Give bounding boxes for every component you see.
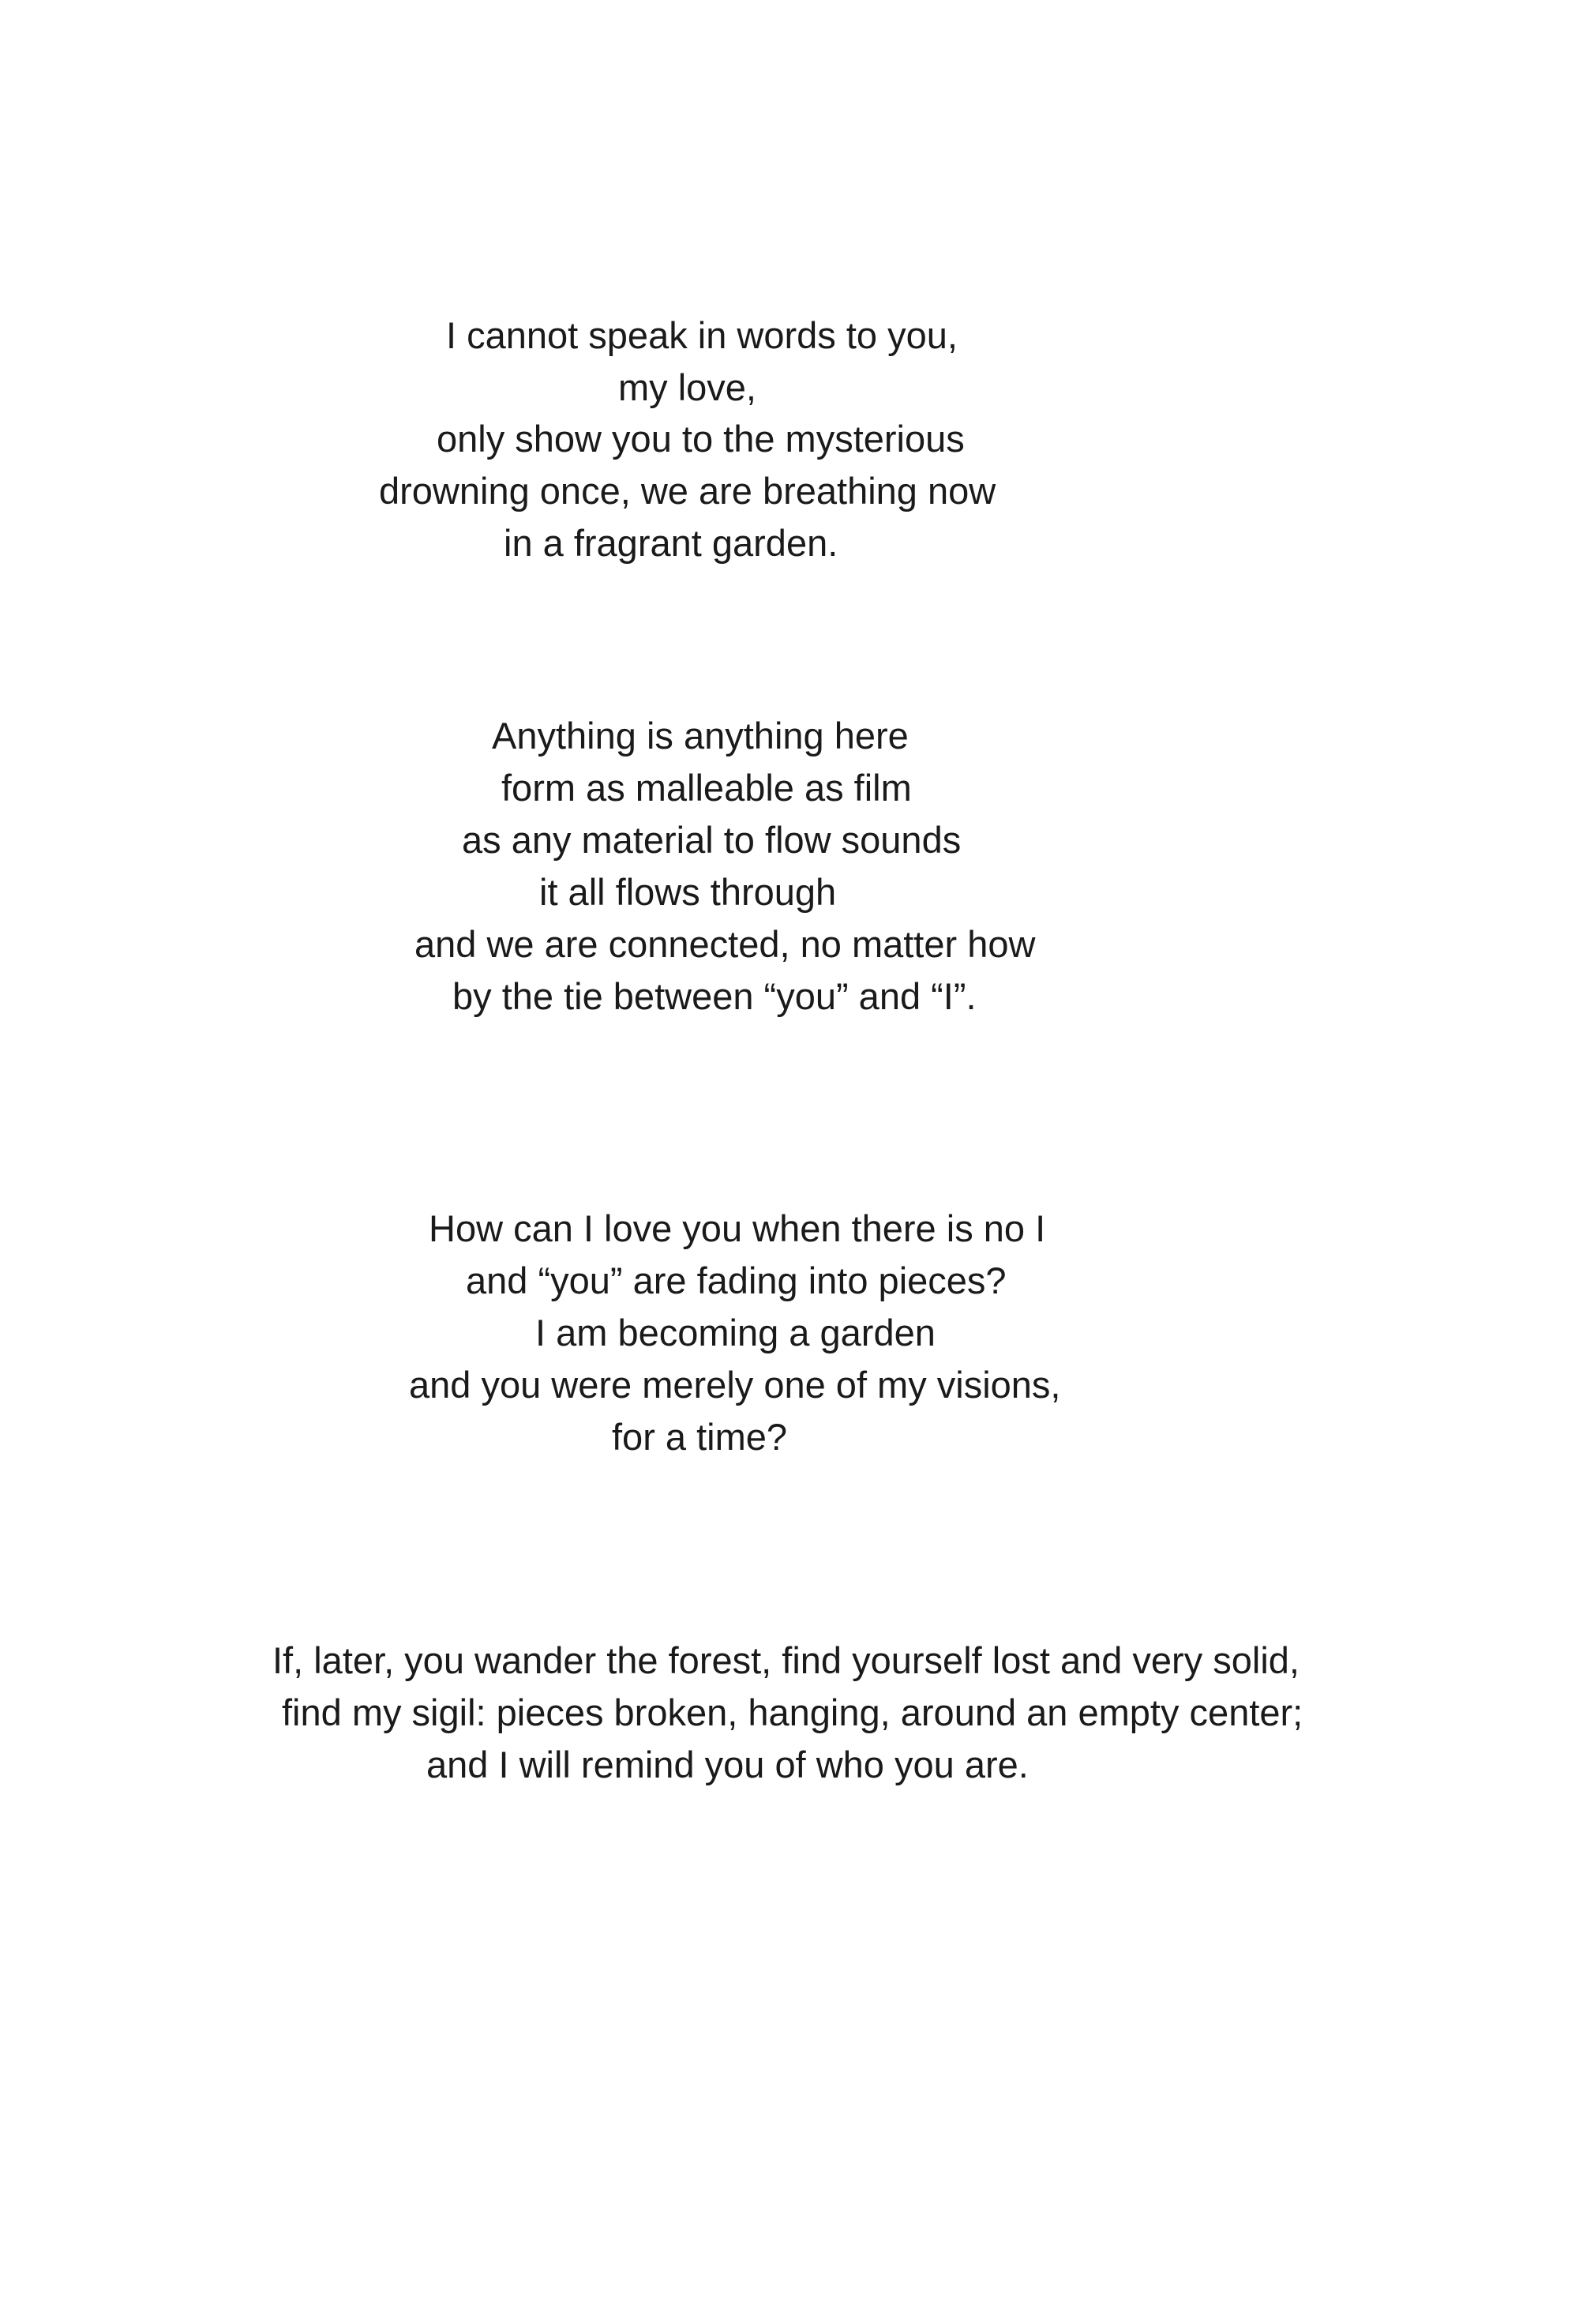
poem-line: Anything is anything here (492, 715, 909, 757)
poem-line: I cannot speak in words to you, (446, 314, 958, 356)
poem-line: and you were merely one of my visions, (409, 1364, 1061, 1406)
poem-line: form as malleable as film (501, 767, 912, 809)
poem-line: find my sigil: pieces broken, hanging, around an empty center; (282, 1691, 1303, 1733)
poem-line: I am becoming a garden (535, 1312, 936, 1353)
poem-line: and “you” are fading into pieces? (466, 1260, 1007, 1301)
poem-line: How can I love you when there is no I (429, 1207, 1046, 1249)
poem-line: drowning once, we are breathing now (379, 470, 996, 512)
poem-line: only show you to the mysterious (437, 418, 965, 460)
poem-line: and I will remind you of who you are. (426, 1744, 1029, 1785)
poem-line: my love, (618, 366, 756, 408)
poem-line: as any material to flow sounds (462, 819, 962, 861)
poem-line: it all flows through (539, 871, 837, 913)
poem-line: If, later, you wander the forest, find yourself lost and very solid, (272, 1639, 1300, 1681)
poem-line: by the tie between “you” and “I”. (452, 975, 977, 1017)
poem-line: for a time? (612, 1416, 788, 1458)
poem-line: and we are connected, no matter how (414, 923, 1036, 965)
poem-line: in a fragrant garden. (504, 522, 838, 564)
